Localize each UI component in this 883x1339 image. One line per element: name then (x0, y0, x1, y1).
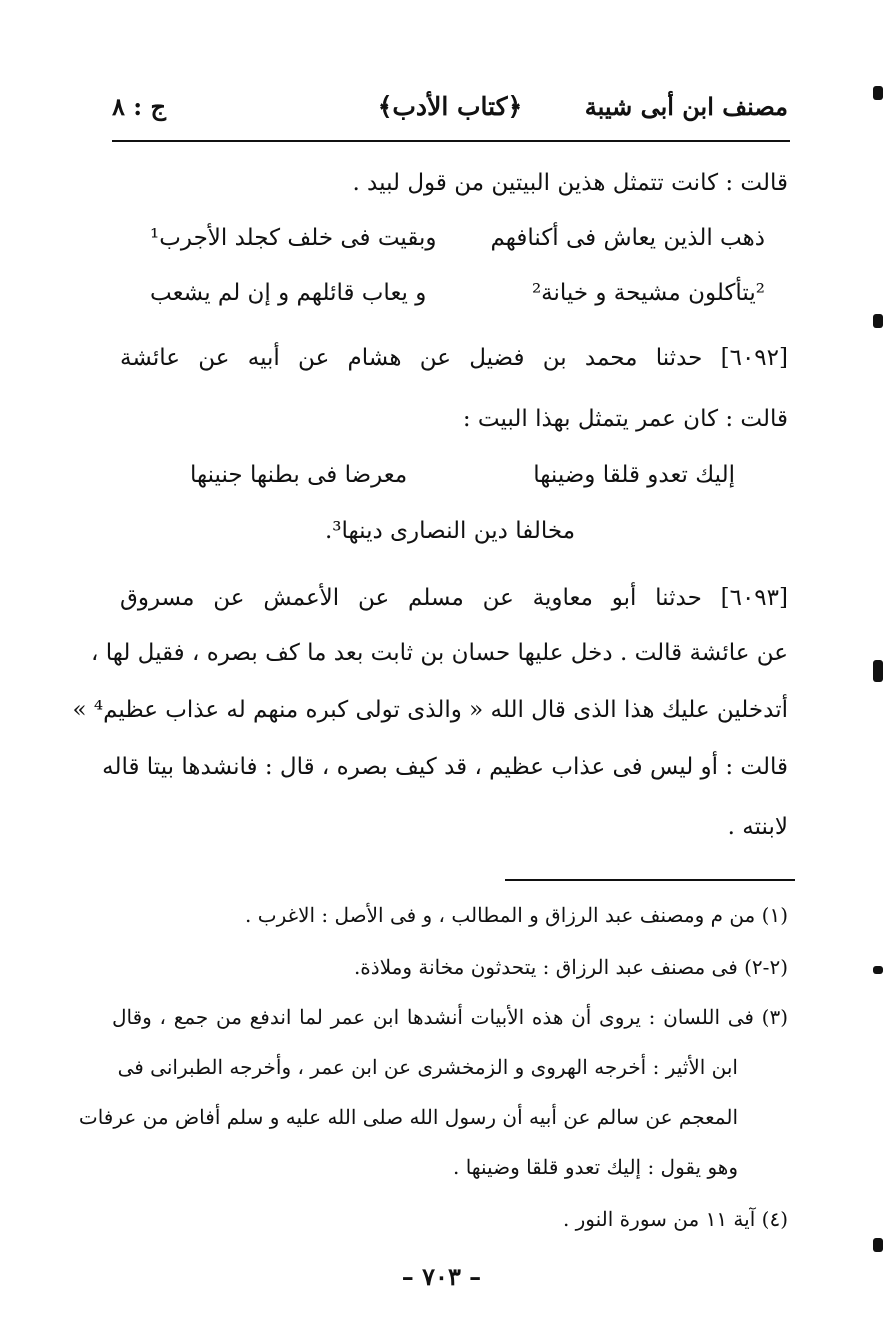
header-rule (112, 140, 790, 142)
verse-second-hemistich: و يعاب قائلهم و إن لم يشعب (150, 280, 427, 306)
footnote: (٣) فى اللسان : يروى أن هذه الأبيات أنشدها ابن عمر لما اندفع من جمع ، وقال (112, 1005, 788, 1029)
footnote: (٤) آية ١١ من سورة النور . (562, 1207, 788, 1231)
book-title: مصنف ابن أبى شيبة (584, 92, 788, 121)
verse-line (190, 462, 735, 496)
footnote-continuation: وهو يقول : إليك تعدو قلقا وضينها . (452, 1155, 738, 1179)
volume-number: ج : ٨ (112, 92, 166, 121)
chapter-title: ﴿كتاب الأدب﴾ (377, 92, 523, 121)
footnote-continuation: ابن الأثير : أخرجه الهروى و الزمخشرى عن ابن عمر ، وأخرجه الطبرانى فى (117, 1055, 738, 1079)
verse-second-hemistich: معرضا فى بطنها جنينها (190, 462, 408, 488)
verse-first-hemistich: إليك تعدو قلقا وضينها (533, 462, 735, 488)
hadith-line: [٦٠٩٢] حدثنا محمد بن فضيل عن هشام عن أبيه عن عائشة (120, 345, 788, 371)
scan-edge-mark (873, 86, 883, 100)
scan-edge-mark (873, 660, 883, 682)
page-number: – ٧٠٣ – (401, 1262, 482, 1291)
footnote-continuation: المعجم عن سالم عن أبيه أن رسول الله صلى الله عليه و سلم أفاض من عرفات (78, 1105, 738, 1129)
hadith-line: [٦٠٩٣] حدثنا أبو معاوية عن مسلم عن الأعمش عن مسروق (120, 585, 788, 611)
verse-first-hemistich: ذهب الذين يعاش فى أكنافهم (490, 225, 765, 251)
text-line: أتدخلين عليك هذا الذى قال الله « والذى تولى كبره منهم له عذاب عظيم⁴ » (72, 697, 788, 723)
footnote: (١) من م ومصنف عبد الرزاق و المطالب ، و فى الأصل : الاغرب . (245, 903, 788, 927)
verse-first-hemistich: ²يتأكلون مشيحة و خيانة² (531, 280, 765, 306)
text-line: قالت : أو ليس فى عذاب عظيم ، قد كيف بصره ، قال : فانشدها بيتا قاله (102, 754, 788, 780)
text-line: لابنته . (727, 814, 788, 840)
verse-line (150, 280, 765, 314)
scan-edge-mark (873, 1238, 883, 1252)
scan-edge-mark (873, 966, 883, 974)
text-line: قالت : كانت تتمثل هذين البيتين من قول لبيد . (352, 170, 788, 196)
verse-second-hemistich: وبقيت فى خلف كجلد الأجرب¹ (150, 225, 437, 251)
footnote-rule (505, 879, 795, 881)
footnote: (٢-٢) فى مصنف عبد الرزاق : يتحدثون مخانة وملاذة. (353, 955, 788, 979)
verse-line: مخالفا دين النصارى دينها³. (324, 518, 576, 544)
running-header (112, 86, 788, 130)
text-line: عن عائشة قالت . دخل عليها حسان بن ثابت بعد ما كف بصره ، فقيل لها ، (91, 640, 788, 666)
text-line: قالت : كان عمر يتمثل بهذا البيت : (462, 406, 788, 432)
scan-edge-mark (873, 314, 883, 328)
verse-line (150, 225, 765, 259)
